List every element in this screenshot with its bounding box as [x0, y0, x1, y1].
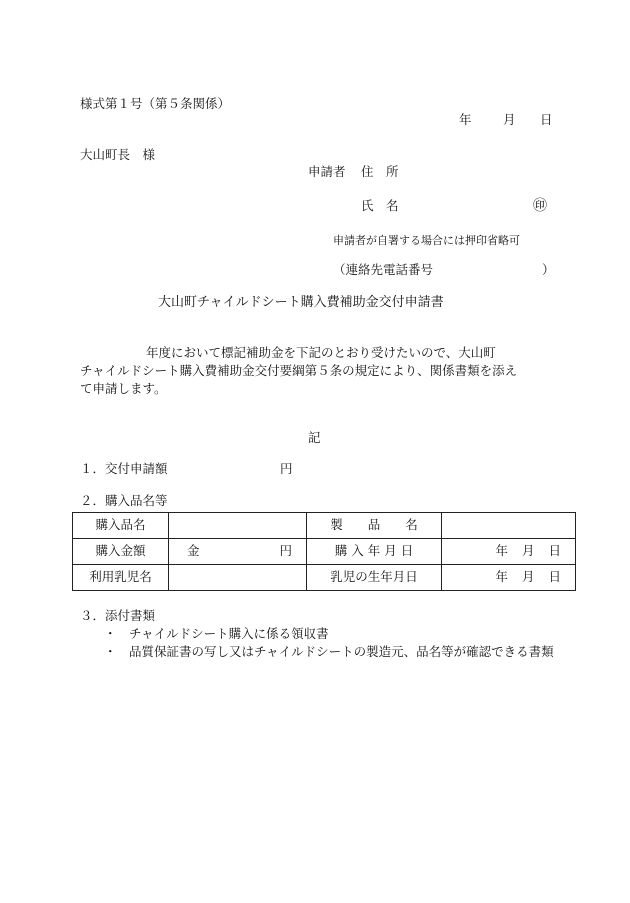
- label-cell: 利用乳児名: [73, 565, 169, 591]
- body-text: [80, 344, 556, 398]
- name-label: 氏 名: [361, 198, 399, 213]
- kin-label: 金: [187, 543, 200, 559]
- value-cell[interactable]: [442, 513, 576, 539]
- value-cell[interactable]: [442, 539, 576, 565]
- value-cell[interactable]: [169, 513, 307, 539]
- attachment-item: ・ チャイルドシート購入に係る領収書: [104, 626, 329, 641]
- value-cell[interactable]: [169, 539, 307, 565]
- ki-heading: 記: [308, 430, 321, 445]
- seal-icon: ㊞: [533, 198, 547, 214]
- table-row: [73, 539, 576, 565]
- date-day: 日: [540, 112, 553, 127]
- day-label: 日: [548, 569, 561, 585]
- year-label: 年: [495, 543, 508, 559]
- body-line: 年度において標記補助金を下記のとおり受けたいので、大山町: [146, 345, 496, 360]
- seal-note: 申請者が自署する場合には押印省略可: [333, 234, 520, 247]
- label-cell: 購 入 年 月 日: [307, 539, 442, 565]
- month-label: 月: [521, 569, 535, 585]
- table-row: [73, 565, 576, 591]
- section3-label: ３．添付書類: [80, 608, 156, 623]
- date-month: 月: [503, 112, 516, 127]
- yen-label: 円: [279, 543, 292, 559]
- applicant-label: 申請者: [308, 164, 346, 179]
- document-title: 大山町チャイルドシート購入費補助金交付申請書: [158, 295, 444, 310]
- form-number: 様式第１号（第５条関係）: [80, 96, 231, 111]
- label-cell: 購入品名: [73, 513, 169, 539]
- label-cell: 乳児の生年月日: [307, 565, 442, 591]
- section1-unit: 円: [280, 461, 293, 476]
- label-cell: 購入金額: [73, 539, 169, 565]
- section1-label: １．交付申請額: [80, 461, 168, 476]
- body-line: て申請します。: [80, 381, 167, 396]
- value-cell[interactable]: [442, 565, 576, 591]
- section2-label: ２．購入品名等: [80, 493, 168, 508]
- month-label: 月: [521, 543, 535, 559]
- value-cell[interactable]: [169, 565, 307, 591]
- year-label: 年: [495, 569, 508, 585]
- day-label: 日: [548, 543, 561, 559]
- phone-label: （連絡先電話番号: [333, 262, 434, 277]
- addressee: 大山町長 様: [80, 147, 156, 162]
- label-cell: 製 品 名: [307, 513, 442, 539]
- body-line: チャイルドシート購入費補助金交付要綱第５条の規定により、関係書類を添え: [80, 363, 518, 378]
- purchase-table: [72, 512, 576, 591]
- attachment-item: ・ 品質保証書の写し又はチャイルドシートの製造元、品名等が確認できる書類: [104, 644, 554, 659]
- phone-close: ）: [542, 262, 555, 277]
- date-year: 年: [459, 112, 472, 127]
- address-label: 住 所: [361, 164, 399, 179]
- table-row: [73, 513, 576, 539]
